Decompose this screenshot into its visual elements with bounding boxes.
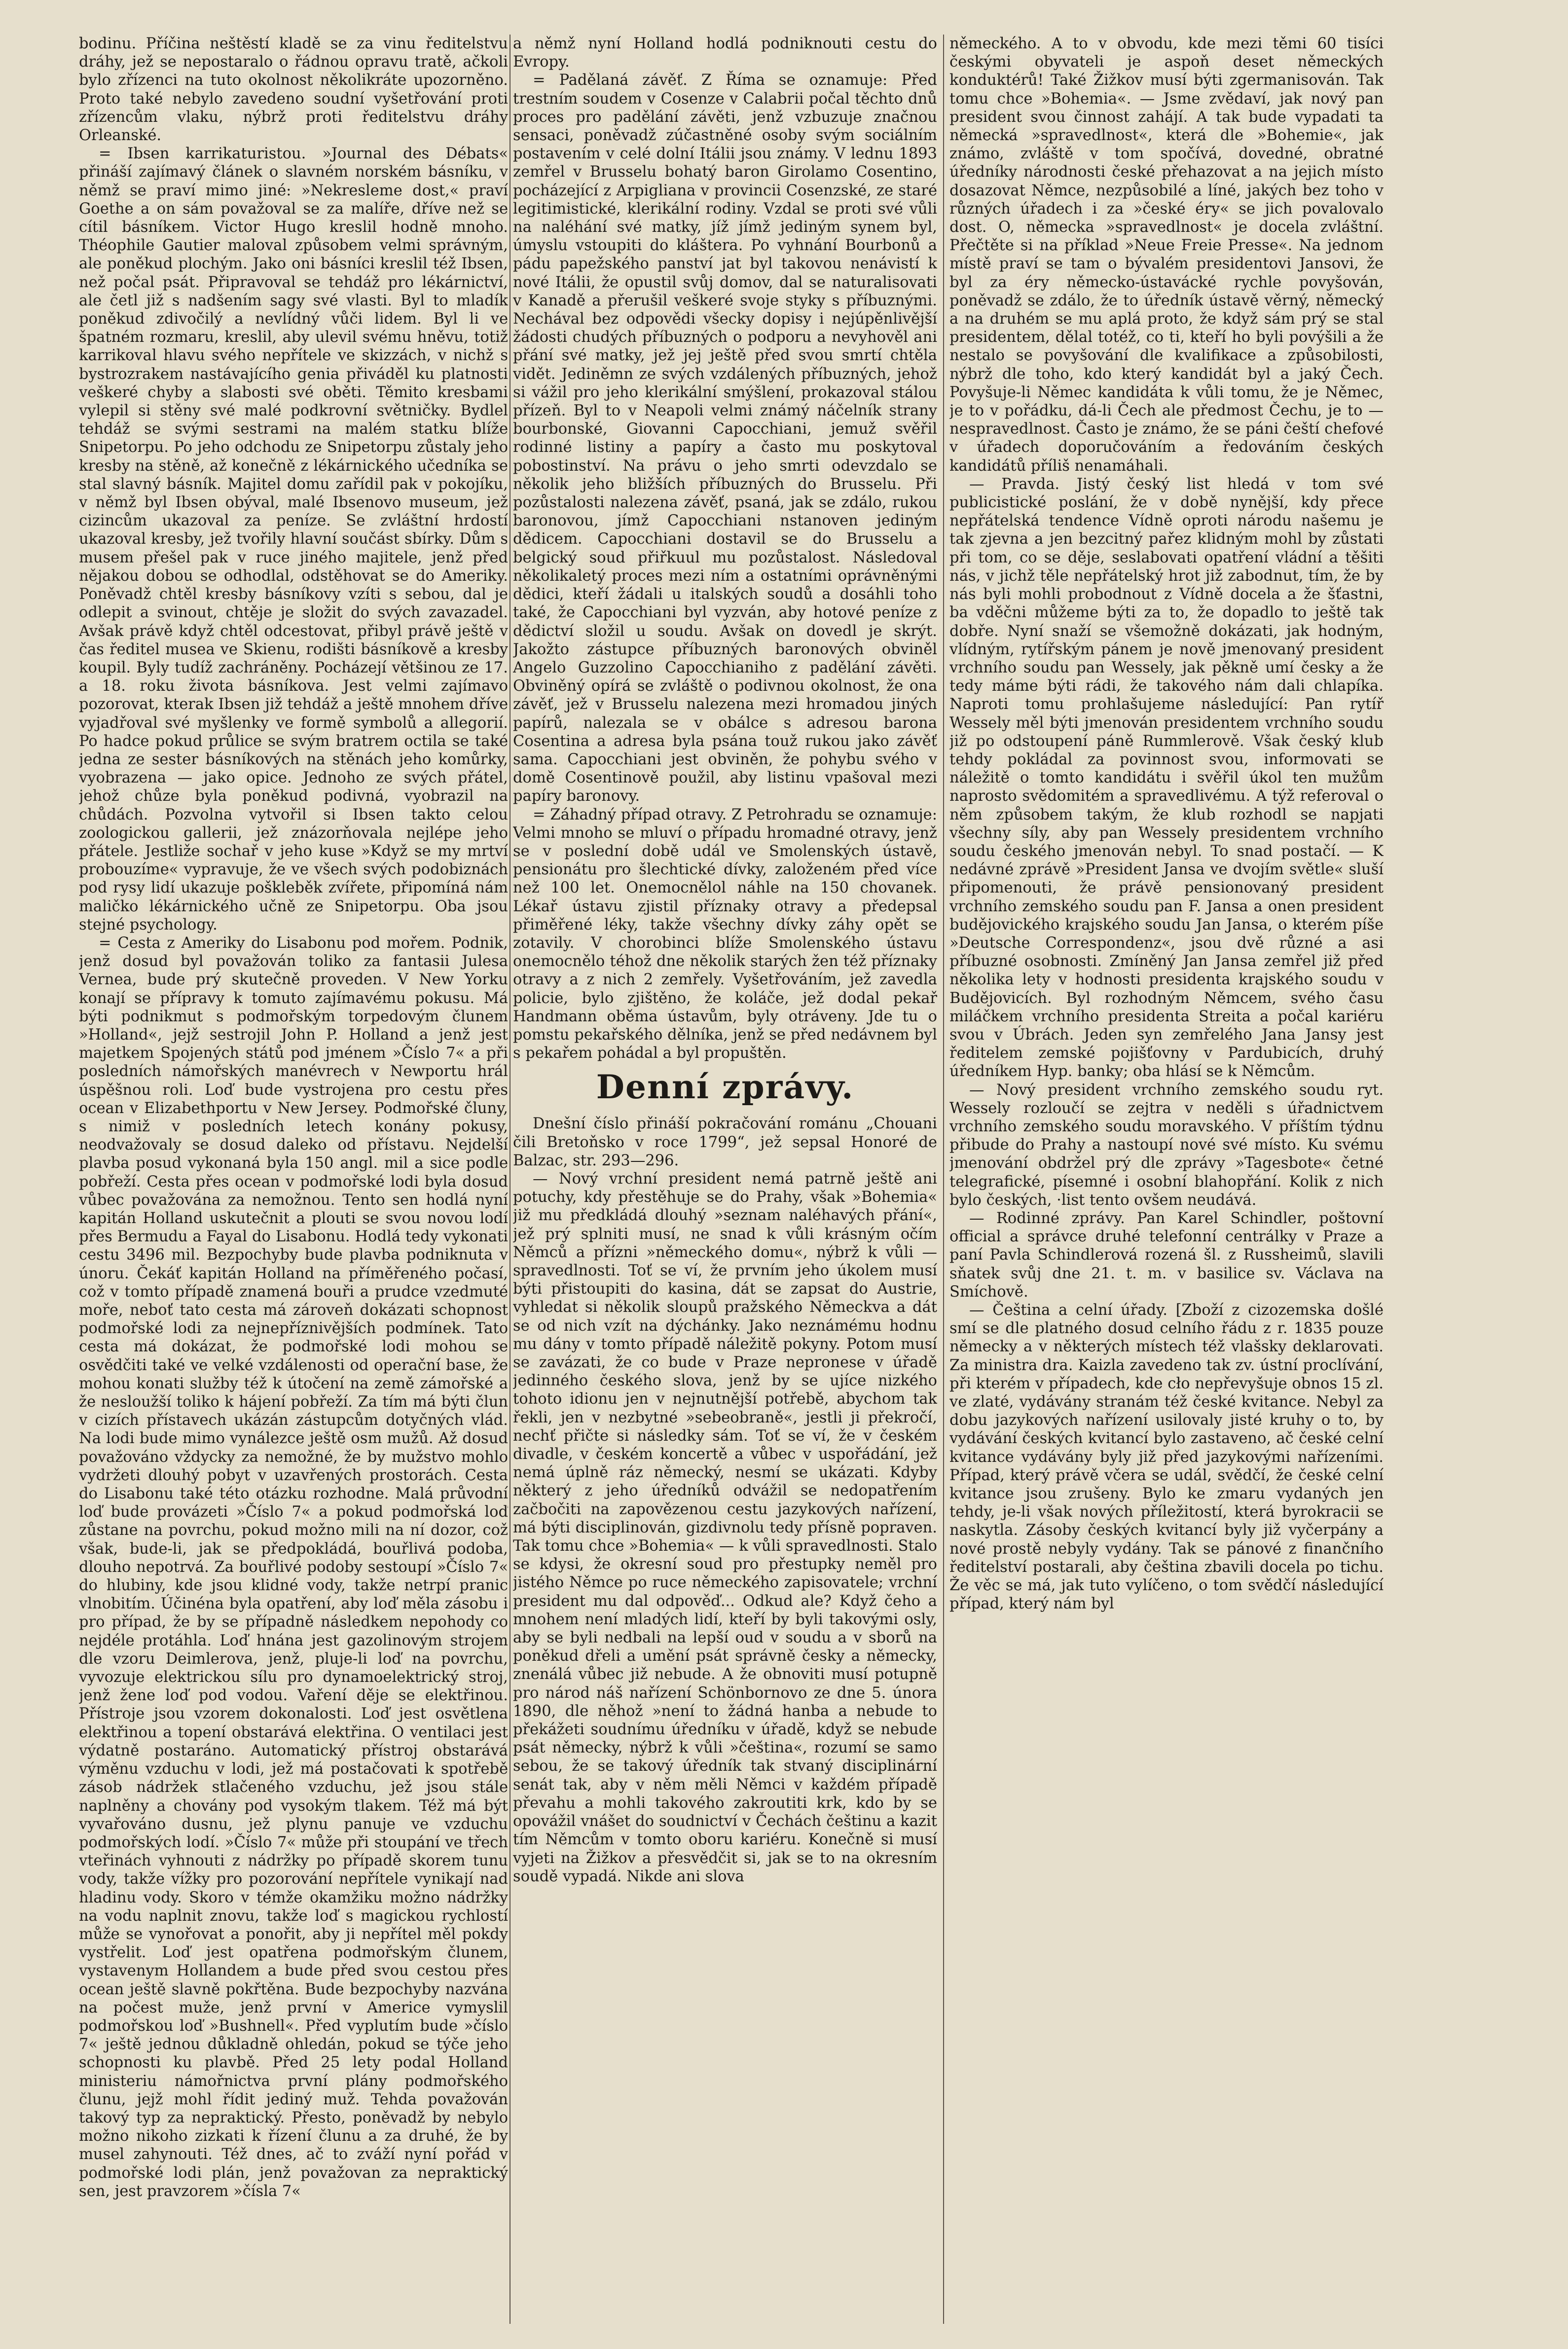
article-paragraph: a němž nyní Holland hodlá podniknouti cestu do Evropy. <box>513 35 937 71</box>
article-wessely: — Nový president vrchního zemského soudu ryt. Wessely rozloučí se zejtra v neděli s úřadnictvem vrchního zemského soudu moravského. V příštím týdnu přibude do Prahy a nastoupí nové své místo. Ku svému jmenování obdržel prý dle zprávy »Tagesbote« četné telegrafické, písemné i osobní blahopřání. Kolik z nich bylo českých, ·list tento ovšem neudává. <box>949 1081 1384 1209</box>
article-novel-notice: Dnešní číslo přináší pokračování románu „Chouani čili Bretoňsko v roce 1799“, jež sepsal Honoré de Balzac, str. 293—296. <box>513 1115 937 1169</box>
article-pravda: — Pravda. Jistý český list hledá v tom své publicistické poslání, že v době nynější, kdy přece nepřátelská tendence Vídně oproti národu našemu je tak zjevna a jen bezcitný pařez klidným mohl by zůstati při tom, co se děje, seslabovati opatření vládní a těšiti nás, v jichž těle nepřátelský hrot již zabodnut, tím, že by nás byli mohli probodnout z Vídně docela a že šťastni, ba vděčni můžeme býti za to, že dopadlo to ještě tak dobře. Nyní snaží se všemožně dokázati, jak hodným, vlídným, rytířským pánem je nově jmenovaný president vrchního soudu pan Wessely, jak pěkně umí česky a že tedy máme býti rádi, že takového nám dali chlapíka. Naproti tomu prohlašujeme následující: Pan rytíř Wessely měl býti jmenován presidentem vrchního soudu již po odstoupení páně Rummlerově. Však český klub tehdy pokládal za povinnost svou, informovati se náležitě o tomto kandidátu i svěřil úkol ten mužům naprosto svědomitém a spravedlivému. A týž referoval o něm způsobem takým, že klub rozhodl se napjati všechny síly, aby pan Wessely presidentem vrchního soudu českého jmenován nebyl. To snad postačí. — K nedávné zprávě »President Jansa ve dvojím světle« sluší připomenouti, že právě pensionovaný president vrchního zemského soudu pan F. Jansa a onen president budějovického krajského soudu Jan Jansa, o kterém píše »Deutsche Correspondenz«, jsou dvě různé a asi příbuzné osobnosti. Zmíněný Jan Jansa zemřel již před několika lety v hodnosti presidenta krajského soudu v Budějovicích. Byl rozhodným Němcem, svého času miláčkem vrchního presidenta Streita a počal kariéru svou v Úbrách. Jeden syn zemřelého Jana Jansy jest ředitelem zemské pojišťovny v Pardubicích, druhý úředníkem Hyp. banky; oba hlásí se k Němcům. <box>949 475 1384 1081</box>
section-heading: Denní zprávy. <box>596 1068 854 1107</box>
article-poisoning: = Záhadný případ otravy. Z Petrohradu se oznamuje: Velmi mnoho se mluví o případu hromadné otravy, jenž se v poslední době udál ve Smolenských ústavě, pensionátu pro šlechtické dívky, založeném před více než 100 let. Onemocnělol náhle na 150 chovanek. Lékař ústavu zjistil příznaky otravy a předepsal přiměřené léky, takže všechny dívky záhy opět se zotavily. V chorobinci blíže Smolenského ústavu onemocnělo téhož dne několik starých žen též příznaky otravy a z nich 2 zemřely. Vyšetřováním, jež zavedla policie, bylo zjištěno, že koláče, jež dodal pekař Handmann oběma ústavům, byly otráveny. Jde tu o pomstu pekařského dělníka, jenž se před nedávnem byl s pekařem pohádal a byl propuštěn. <box>513 806 937 1062</box>
column-divider <box>510 35 511 2324</box>
article-paragraph: bodinu. Příčina neštěstí kladě se za vinu ředitelstvu dráhy, jež se nepostaralo o řádnou opravu tratě, ačkoli bylo zřízenci na tuto okolnost několikráte upozorněno. Proto také nebylo zavedeno soudní vyšetřování proti zřízencům vlaku, nýbrž proti ředitelstvu dráhy Orleanské. <box>79 35 508 145</box>
article-submarine: = Cesta z Ameriky do Lisabonu pod mořem. Podnik, jenž dosud byl považován toliko za fantasii Julesa Vernea, bude prý skutečně proveden. V New Yorku konají se přípravy k tomuto zajímavému pokusu. Má býti podnikmut s podmořským torpedovým člunem »Holland«, jejž sestrojil John P. Holland a jenž jest majetkem Spojených států pod jménem »Číslo 7« a při posledních námořských manévrech v Newportu hrál úspěšnou roli. Loď bude vystrojena pro cestu přes ocean v Elizabethportu v New Jersey. Podmořské čluny, s nimiž v posledních letech konány pokusy, neodvažovaly se dosud daleko od přístavu. Nejdelší plavba posud vykonaná byla 150 angl. mil a sice podle pobřeží. Cesta přes ocean v podmořské lodi byla dosud vůbec považována za nemožnou. Tento sen hodlá nyní kapitán Holland uskutečnit a plouti se svou novou lodí přes Bermudu a Fayal do Lisabonu. Hodlá tedy vykonati cestu 3496 mil. Bezpochyby bude plavba podniknuta v únoru. Čekáť kapitán Holland na příměřeného počasí, což v tomto případě znamená bouři a prudce vzedmuté moře, neboť tato cesta má zároveň dokázati schopnost podmořské lodi za nejnepříznivějších podmínek. Tato cesta má dokázat, že podmořské lodi mohou se osvědčiti také ve velké vzdálenosti od operační base, že mohou konati služby též k útočení na země zámořské a že nesloužší toliko k hájení pobřeží. Za tím má býti člun v cizích přístavech ukázán zástupcům dotyčných vlád. Na lodi bude mimo vynálezce ještě osm mužů. Až dosud považováno vždycky za nemožné, že by mužstvo mohlo vydržeti dlouhý pobyt v uzavřených prostorách. Cesta do Lisabonu také této otázku rozhodne. Malá průvodní loď bude provázeti »Číslo 7« a pokud podmořská loď zůstane na povrchu, pokud možno mili na ní dozor, což však, bude-li, jak se předpokládá, bouřlivá podoba, dlouho nepotrvá. Za bouřlivé podoby sestoupí »Číslo 7« do hlubiny, kde jsou klidné vody, takže netrpí pranic vlnobitím. Účinéna byla opatření, aby loď měla zásobu i pro případ, že by se případně následkem nepohody co nejdéle protáhla. Loď hnána jest gazolinovým strojem dle vzoru Deimlerova, jenž, pluje-li loď na povrchu, vyvozuje elektrickou sílu pro dynamoelektrický stroj, jenž žene loď pod vodou. Vaření děje se elektřinou. Přístroje jsou vzorem dokonalosti. Loď jest osvětlena elektřinou a topení obstarává elektřina. O ventilaci jest výdatně postaráno. Automatický přístroj obstarává výměnu vzduchu v lodi, jež má postačovati k spotřebě zásob nádržek stlačeného vzduchu, jež jsou stále naplněny a chovány pod vysokým tlakem. Též má být vyvařováno dusnu, jež plynu panuje ve vzduchu podmořských lodí. »Číslo 7« může při stoupání ve třech vteřinách vyhnouti z nádržky po případě skorem tunu vody, takže vížky pro pozorování nepřítele vynikají nad hladinu vody. Skoro v témže okamžiku možno nádržky na vodu naplnit znovu, takže loď s magickou rychlostí může se vynořovat a ponořit, aby ji nepřítel měl pokdy vystřelit. Loď jest opatřena podmořským člunem, vystavenym Hollandem a bude před svou cestou přes ocean ještě slavně pokřtěna. Bude bezpochyby nazvána na počest muže, jenž první v Americe vymyslil podmořskou loď »Bushnell«. Před vyplutím bude »číslo 7« ještě jednou důkladně ohledán, pokud se týče jeho schopnosti ku plavbě. Před 25 lety podal Holland ministeriu námořnictva první plány podmořského člunu, jejž mohl řídit jediný muž. Tehda považován takový typ za nepraktický. Přesto, poněvadž by nebylo možno nikoho zizkati k řízení člunu a za druhé, že by musel zahynouti. Též dnes, ač to zváží nyní pořád v podmořské lodi plán, jenž považovan za nepraktický sen, jest pravzorem »čísla 7« <box>79 934 508 2200</box>
column-right <box>949 35 1384 2334</box>
column-middle <box>513 35 937 2334</box>
article-new-president: — Nový vrchní president nemá patrně ještě ani potuchy, kdy přestěhuje se do Prahy, však »Bohemia« již mu předkládá dlouhý »seznam naléhavých přání«, jež prý splniti musí, ne snad k vůli krásným očím Němců a přízni »německého domu«, nýbrž k vůli — spravedlnosti. Toť se ví, že prvním jeho úkolem musí býti přistoupiti do kasina, dát se zapsat do Austrie, vyhledat si několik sloupů pražského Německva a dát se od nich vzít na dýchánky. Jako neznámému hodnu mu dány v tomto případě náležitě pokyny. Potom musí se zavázati, že co bude v Praze nepronese v úřadě jedinného českého slova, jenž by se ujíce nizkého tohoto idionu jen v nejnutnější potřebě, abychom tak řekli, jen v nezbytné »sebeobraně«, jestli ji překročí, nechť přičte si následky sám. Toť se ví, že v českém divadle, v českém koncertě a vůbec v uspořádání, jež nemá úplně ráz německý, nesmí se ukázati. Kdyby některý z jeho úředníků odvážil se nedopatřením začbočiti na zapovězenou cestu jazykových nařízení, má býti disciplinován, gizdivnolu tedy přísně popraven. Tak tomu chce »Bohemia« — k vůli spravedlnosti. Stalo se kdysi, že okresní soud pro přestupky neměl pro jistého Němce po ruce německého zapisovatele; vrchní president mu dal odpověď... Odkud ale? Když čeho a mnohem není mladých lidí, kteří by byli takovými osly, aby se byli nedbali na lepší oud v soudu a v sborů na poněkud dřeli a umění psát správně česky a německy, znenálá vůbec již nebude. A že obnoviti musí potupně pro národ náš nařízení Schönbornovo ze dne 5. února 1890, dle něhož »není to žádná hanba a nebude to překážeti soudnímu úředníku v úřadě, když se nebude psát německy, nýbrž k vůli »čeština«, rozumí se samo sebou, že se takový úředník tak stvaný disciplinární senát tak, aby v něm měli Němci v každém případě převahu a mohli takového zakroutiti krk, kdo by se opovážil vnášet do soudnictví v Čechách češtinu a kazit tím Němcům v tomto oboru kariéru. Konečně si musí vyjeti na Žižkov a přesvědčit si, jak se to na okresním soudě vypadá. Nikde ani slova <box>513 1170 937 1885</box>
column-left <box>79 35 508 2334</box>
article-customs: — Čeština a celní úřady. [Zboží z cizozemska došlé smí se dle platného dosud celního řádu z r. 1835 pouze německy a v některých místech též vlašsky deklarovati. Za ministra dra. Kaizla zavedeno tak zv. ústní proclívání, při kterém v případech, kde cło nepřevyšuje obnos 15 zl. ve zlaté, vydávány stranám též české kvitance. Nebyl za dobu jazykových nařízení usilovaly jisté kruhy o to, by vydávání českých kvitancí bylo zastaveno, ač české celní kvitance vydávány byly již před jazykovými nařízeními. Případ, který právě včera se udál, svědčí, že české celní kvitance jsou zrušeny. Bylo ke zmaru vydaných jen tehdy, je-li však nových příležitostí, která byrokracii se naskytla. Zásoby českých kvitancí byly již vyčerpány a nové prostě nebyly vydány. Tak se pánové z finančního ředitelství postarali, aby čeština zbavili docela po tichu. Že věc se má, jak tuto vylíčeno, o tom svědčí následující případ, který nám byl <box>949 1302 1384 1613</box>
article-forged-will: = Padělaná závěť. Z Říma se oznamuje: Před trestním soudem v Cosenze v Calabrii počal těchto dnů proces pro padělání závěti, jenž vzbuzuje značnou sensaci, poněvadž zúčastněné osoby svým sociálním postavením v celé dolní Itálii jsou známy. V lednu 1893 zemřel v Brusselu bohatý baron Girolamo Cosentino, pocházející z Arpigliana v provincii Cosenzské, ze staré legitimistické, klerikální rodiny. Vzdal se proti své vůli na naléhání své matky, jíž jímž jediným synem byl, úmyslu vstoupiti do kláštera. Po vyhnání Bourbonů a pádu papežského panství jat byl takovou nenávistí k nové Itálii, že opustil svůj domov, dal se naturalisovati v Kanadě a přerušil veškeré svoje styky s příbuznými. Nechával bez odpovědi všecky dopisy i nejúpěnlivější žádosti chudých příbuzných o podporu a nevyhověl ani přání své matky, jež jej ještě před svou smrtí chtěla vidět. Jediněmn ze svých vzdálených příbuzných, jehož si vážil pro jeho klerikální smýšlení, prokazoval stálou přízeň. Byl to v Neapoli velmi známý náčelník strany bourbonské, Giovanni Capocchiani, jemuž svěřil rodinné listiny a papíry a často mu poskytoval pobostinství. Na právu o jeho smrti odevzdalo se několik jeho bližších příbuzných do Brusselu. Při pozůstalosti nalezena závěť, psaná, jak se zdálo, rukou baronovou, jímž Capocchiani nstanoven jediným dědicem. Capocchiani dostavil se do Brusselu a belgický soud přiřkuul mu pozůstalost. Následoval několikaletý proces mezi ním a ostatními oprávněnými dědici, kteří žádali u italských soudů a dosáhli toho také, že Capocchiani byl vyzván, aby hotové peníze z dědictví složil u soudu. Avšak on dovedl je skrýt. Jakožto zástupce příbuzných baronových obviněl Angelo Guzzolino Capocchianiho z padělání závěti. Obviněný opírá se zvláště o podivnou okolnost, že ona závěť, jež v Brusselu nalezena mezi hromadou jiných papírů, nalezala se v obálce s adresou barona Cosentina a adresa byla psána touž rukou jako závěť sama. Capocchiani jest obviněn, že pohybu svého v domě Cosentinově použil, aby listinu vpašoval mezi papíry baronovy. <box>513 72 937 805</box>
article-paragraph: německého. A to v obvodu, kde mezi těmi 60 tisíci českými obyvateli je aspoň deset německých konduktérů! Také Žižkov musí býti zgermanisován. Tak tomu chce »Bohemia«. — Jsme zvědaví, jak nový pan president svou činnost zahájí. A tak bude vypadati ta německá »spravedlnost«, která dle »Bohemie«, jak známo, zvláště v tom spočívá, dovedné, obratné úředníky národnosti české přehazovat a na jejich místo dosazovat Němce, nezpůsobilé a líné, jakých bez toho v různých úřadech i za »české éry« se jich povalovalo dost. O, německa »spravedlnost« je docela zvláštní. Přečtěte si na příklad »Neue Freie Presse«. Na jednom místě praví se tam o bývalém presidentovi Jansovi, že byl za éry německo-ústavácké rychle povyšován, poněvadž se zdálo, že to úředník ústavě věrný, německý a na druhém se mu aplá proto, že když sám prý se stal presidentem, dělal totéž, co ti, kteří ho byli povýšili a že nestalo se povyšování dle kvalifikace a způsobilosti, nýbrž dle toho, kdo který kandidát byl a jaký Čech. Povyšuje-li Němec kandidáta k vůli tomu, že je Němec, je to v pořádku, dá-li Čech ale předmost Čechu, je to — nespravedlnost. Často je známo, že se páni čeští chefové v úřadech doporučováním a ředováním českých kandidátů příliš nenamáhali. <box>949 35 1384 475</box>
article-ibsen: = Ibsen karrikaturistou. »Journal des Débats« přináší zajímavý článek o slavném norském básníku, v němž se praví mimo jiné: »Nekresleme dost,« praví Goethe a on sám považoval se za malíře, dříve než se cítil básníkem. Victor Hugo kreslil hodně mnoho. Théophile Gautier maloval způsobem velmi správným, ale poněkud plochým. Jako oni básníci kreslil též Ibsen, než počal psát. Připravoval se tehdáž pro lékárnictví, ale četl již s nadšením sagy své vlasti. Byl to mladík poněkud zdivočilý a nevlídný vůči lidem. Byl li ve špatném rozmaru, kreslil, aby ulevil svému hněvu, totiž karrikoval hlavu svého nepřítele ve skizzách, v nichž s bystrozrakem nastávajícího genia přiváděl ku platnosti veškeré chyby a slabosti své oběti. Těmito kresbami vylepil si stěny své malé podkrovní světničky. Bydlel tehdáž se svými sestrami na malém statku blíže Snipetorpu. Po jeho odchodu ze Snipetorpu zůstaly jeho kresby na stěně, až konečně z lékárnického učedníka se stal slavný básník. Majitel domu zařídil pak v pokojíku, v němž byl Ibsen obýval, malé Ibsenovo museum, jež cizincům ukazoval za peníze. Se zvláštní hrdostí ukazoval kresby, jež tvořily hlavní součást sbírky. Dům s musem přešel pak v ruce jiného majitele, jenž před nějakou dobou se odhodlal, odstěhovat se do Ameriky. Poněvadž chtěl kresby básníkovy vzíti s sebou, dal je odlepit a svinout, chtěje je složit do svých zavazadel. Avšak právě když chtěl odcestovat, přibyl právě ještě v čas ředitel musea ve Skienu, rodišti básníkově a kresby koupil. Byly tudíž zachráněny. Pocházejí většinou ze 17. a 18. roku života básníkova. Jest velmi zajímavo pozorovat, kterak Ibsen již tehdáž a ještě mnohem dříve vyjadřoval své myšlenky ve formě symbolů a allegorií. Po hadce pokud průlice se svým bratrem octila se také jedna ze sester básníkových na stěnách jeho komůrky, vyobrazena — jako opice. Jednoho ze svých přátel, jehož chůze byla poněkud podivná, vyobrazil na chůdách. Pozvolna vytvořil si Ibsen takto celou zoologickou gallerii, jež znázorňovala nejlépe jeho přátele. Jestliže sochař v jeho kuse »Když se my mrtví probouzíme« vypravuje, že ve všech svých podobiznách pod rysy lidí ukazuje poškleběk zvířete, připomíná nám maličko lékárnického učně ze Snipetorpu. Oba jsou stejné psychology. <box>79 145 508 933</box>
article-family-news: — Rodinné zprávy. Pan Karel Schindler, poštovní official a správce druhé telefonní centrálky v Praze a paní Pavla Schindlerová rozená šl. z Russheimů, slavili sňatek svůj dne 21. t. m. v basilice sv. Václava na Smíchově. <box>949 1210 1384 1301</box>
column-divider <box>943 35 944 2324</box>
